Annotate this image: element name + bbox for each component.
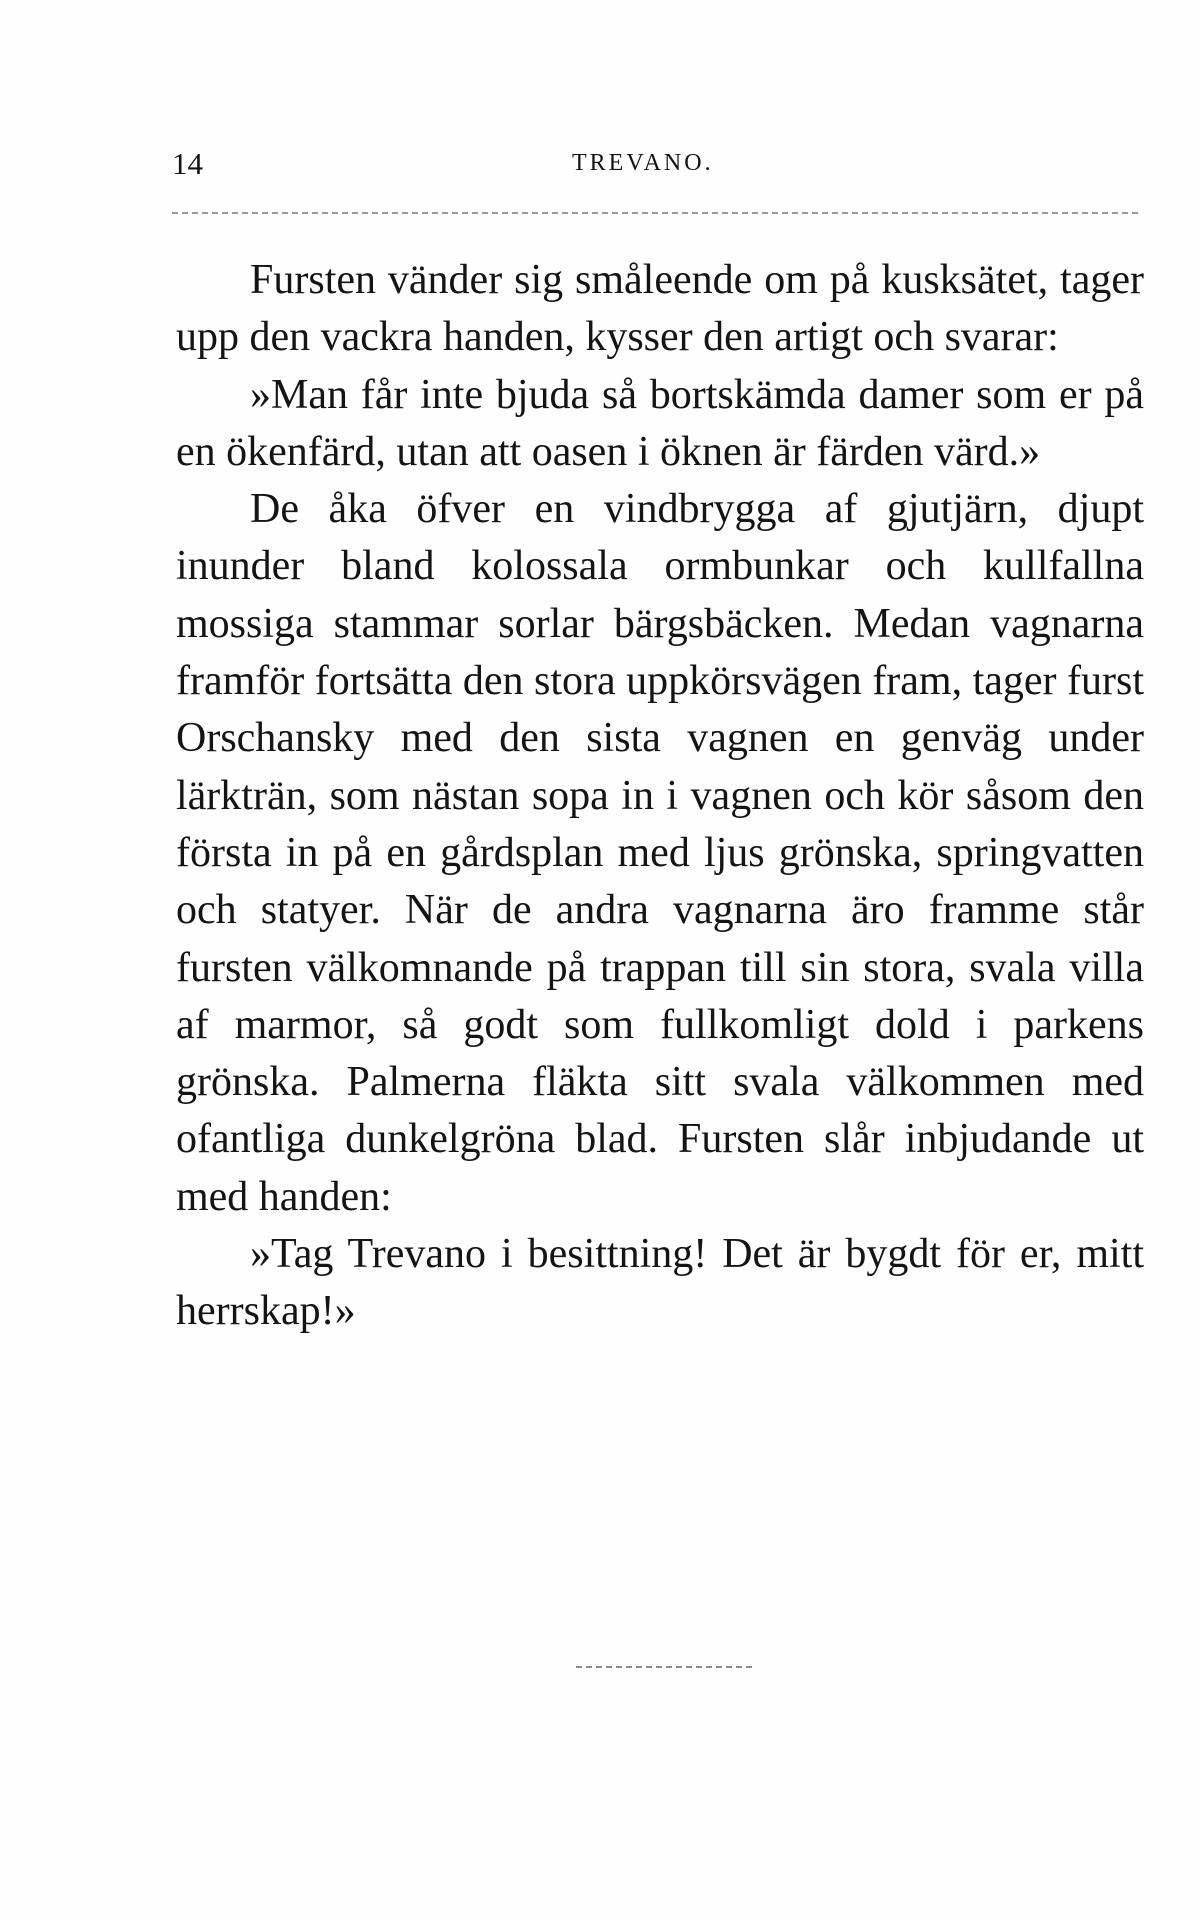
- paragraph: »Man får inte bjuda så bortskämda damer som er på en ökenfärd, utan att oasen i öknen är färden värd.»: [176, 371, 1144, 475]
- paragraph: Fursten vänder sig småleende om på kusksätet, tager upp den vackra handen, kysser den artigt och svarar:: [176, 257, 1144, 361]
- paragraph: De åka öfver en vindbrygga af gjutjärn, djupt inunder bland kolossala ormbunkar och kullfallna mossiga stammar sorlar bärgsbäcken. Medan vagnarna framför fortsätta den stora uppkörsvägen fram, tager furst Orschansky med den sista vagnen en genväg under lärkträn, som nästan sopa in i vagnen och kör såsom den första in på en gårdsplan med ljus grönska, springvatten och statyer. När de andra vagnarna äro framme står fursten välkomnande på trappan till sin stora, svala villa af marmor, så godt som fullkomligt dold i parkens grönska. Palmerna fläkta sitt svala välkommen med ofantliga dunkelgröna blad. Fursten slår inbjudande ut med handen:: [176, 486, 1144, 1220]
- paragraph: »Tag Trevano i besittning! Det är bygdt för er, mitt herrskap!»: [176, 1231, 1144, 1335]
- page-number: 14: [172, 146, 203, 181]
- header-rule: [172, 212, 1138, 214]
- running-head: [172, 146, 1144, 194]
- body-text: [176, 252, 1144, 1341]
- end-rule: [576, 1666, 752, 1668]
- running-title: TREVANO.: [572, 150, 714, 176]
